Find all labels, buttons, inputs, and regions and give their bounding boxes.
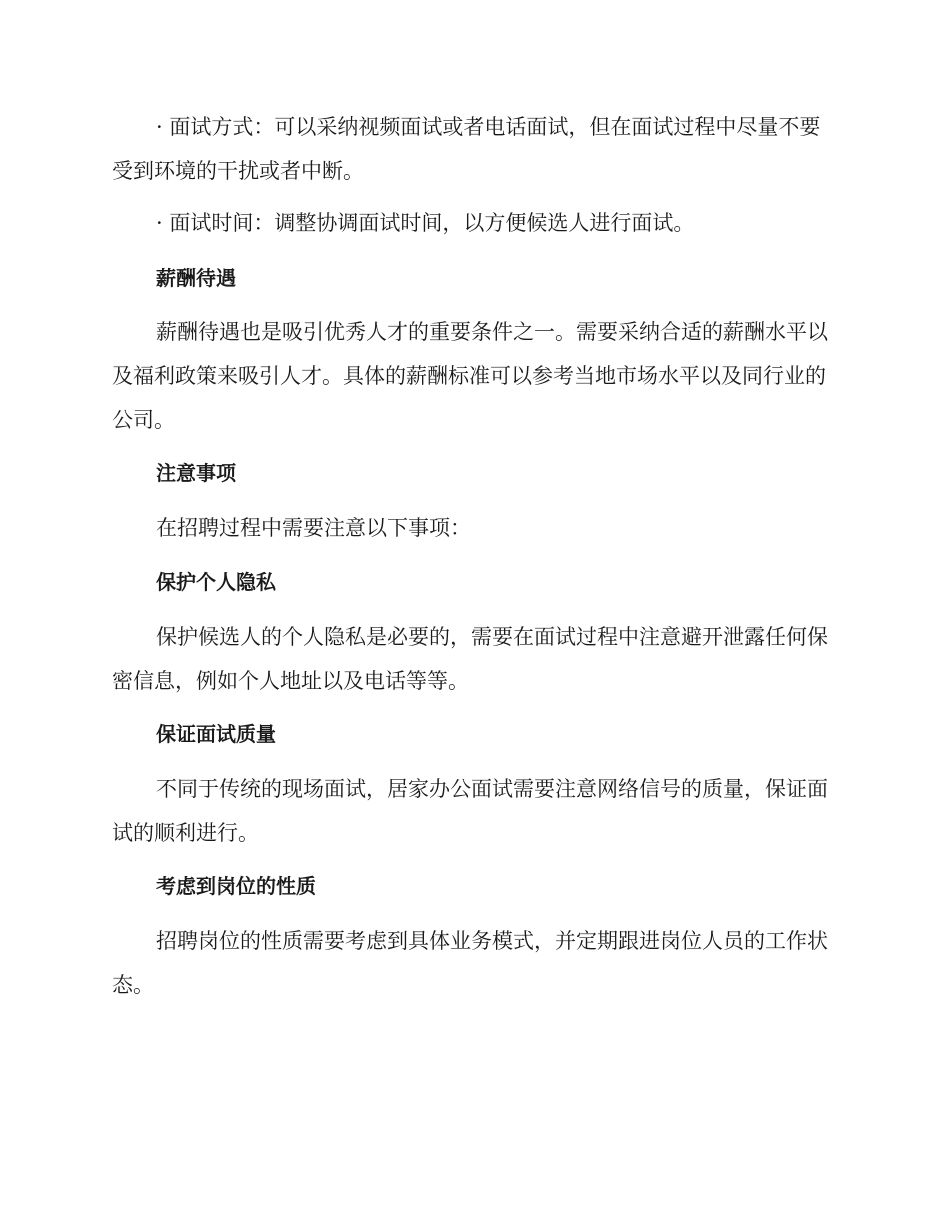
privacy-paragraph: 保护候选人的个人隐私是必要的，需要在面试过程中注意避开泄露任何保密信息，例如个人地址以及电话等等。	[112, 625, 828, 693]
section-heading-salary: 薪酬待遇	[156, 266, 236, 290]
section-heading-privacy: 保护个人隐私	[156, 570, 276, 594]
section-heading-quality: 保证面试质量	[156, 722, 276, 746]
section-heading-position: 考虑到岗位的性质	[156, 874, 316, 898]
position-paragraph: 招聘岗位的性质需要考虑到具体业务模式，并定期跟进岗位人员的工作状态。	[112, 929, 828, 997]
notes-intro-paragraph: 在招聘过程中需要注意以下事项：	[156, 516, 471, 540]
interview-method-bullet: · 面试方式：可以采纳视频面试或者电话面试，但在面试过程中尽量不要受到环境的干扰或者中断。	[112, 115, 821, 183]
quality-paragraph: 不同于传统的现场面试，居家办公面试需要注意网络信号的质量，保证面试的顺利进行。	[112, 777, 828, 845]
section-heading-notes: 注意事项	[156, 461, 236, 485]
interview-time-bullet: · 面试时间：调整协调面试时间，以方便候选人进行面试。	[156, 211, 695, 235]
salary-paragraph: 薪酬待遇也是吸引优秀人才的重要条件之一。需要采纳合适的薪酬水平以及福利政策来吸引人才。具体的薪酬标准可以参考当地市场水平以及同行业的公司。	[112, 320, 828, 432]
